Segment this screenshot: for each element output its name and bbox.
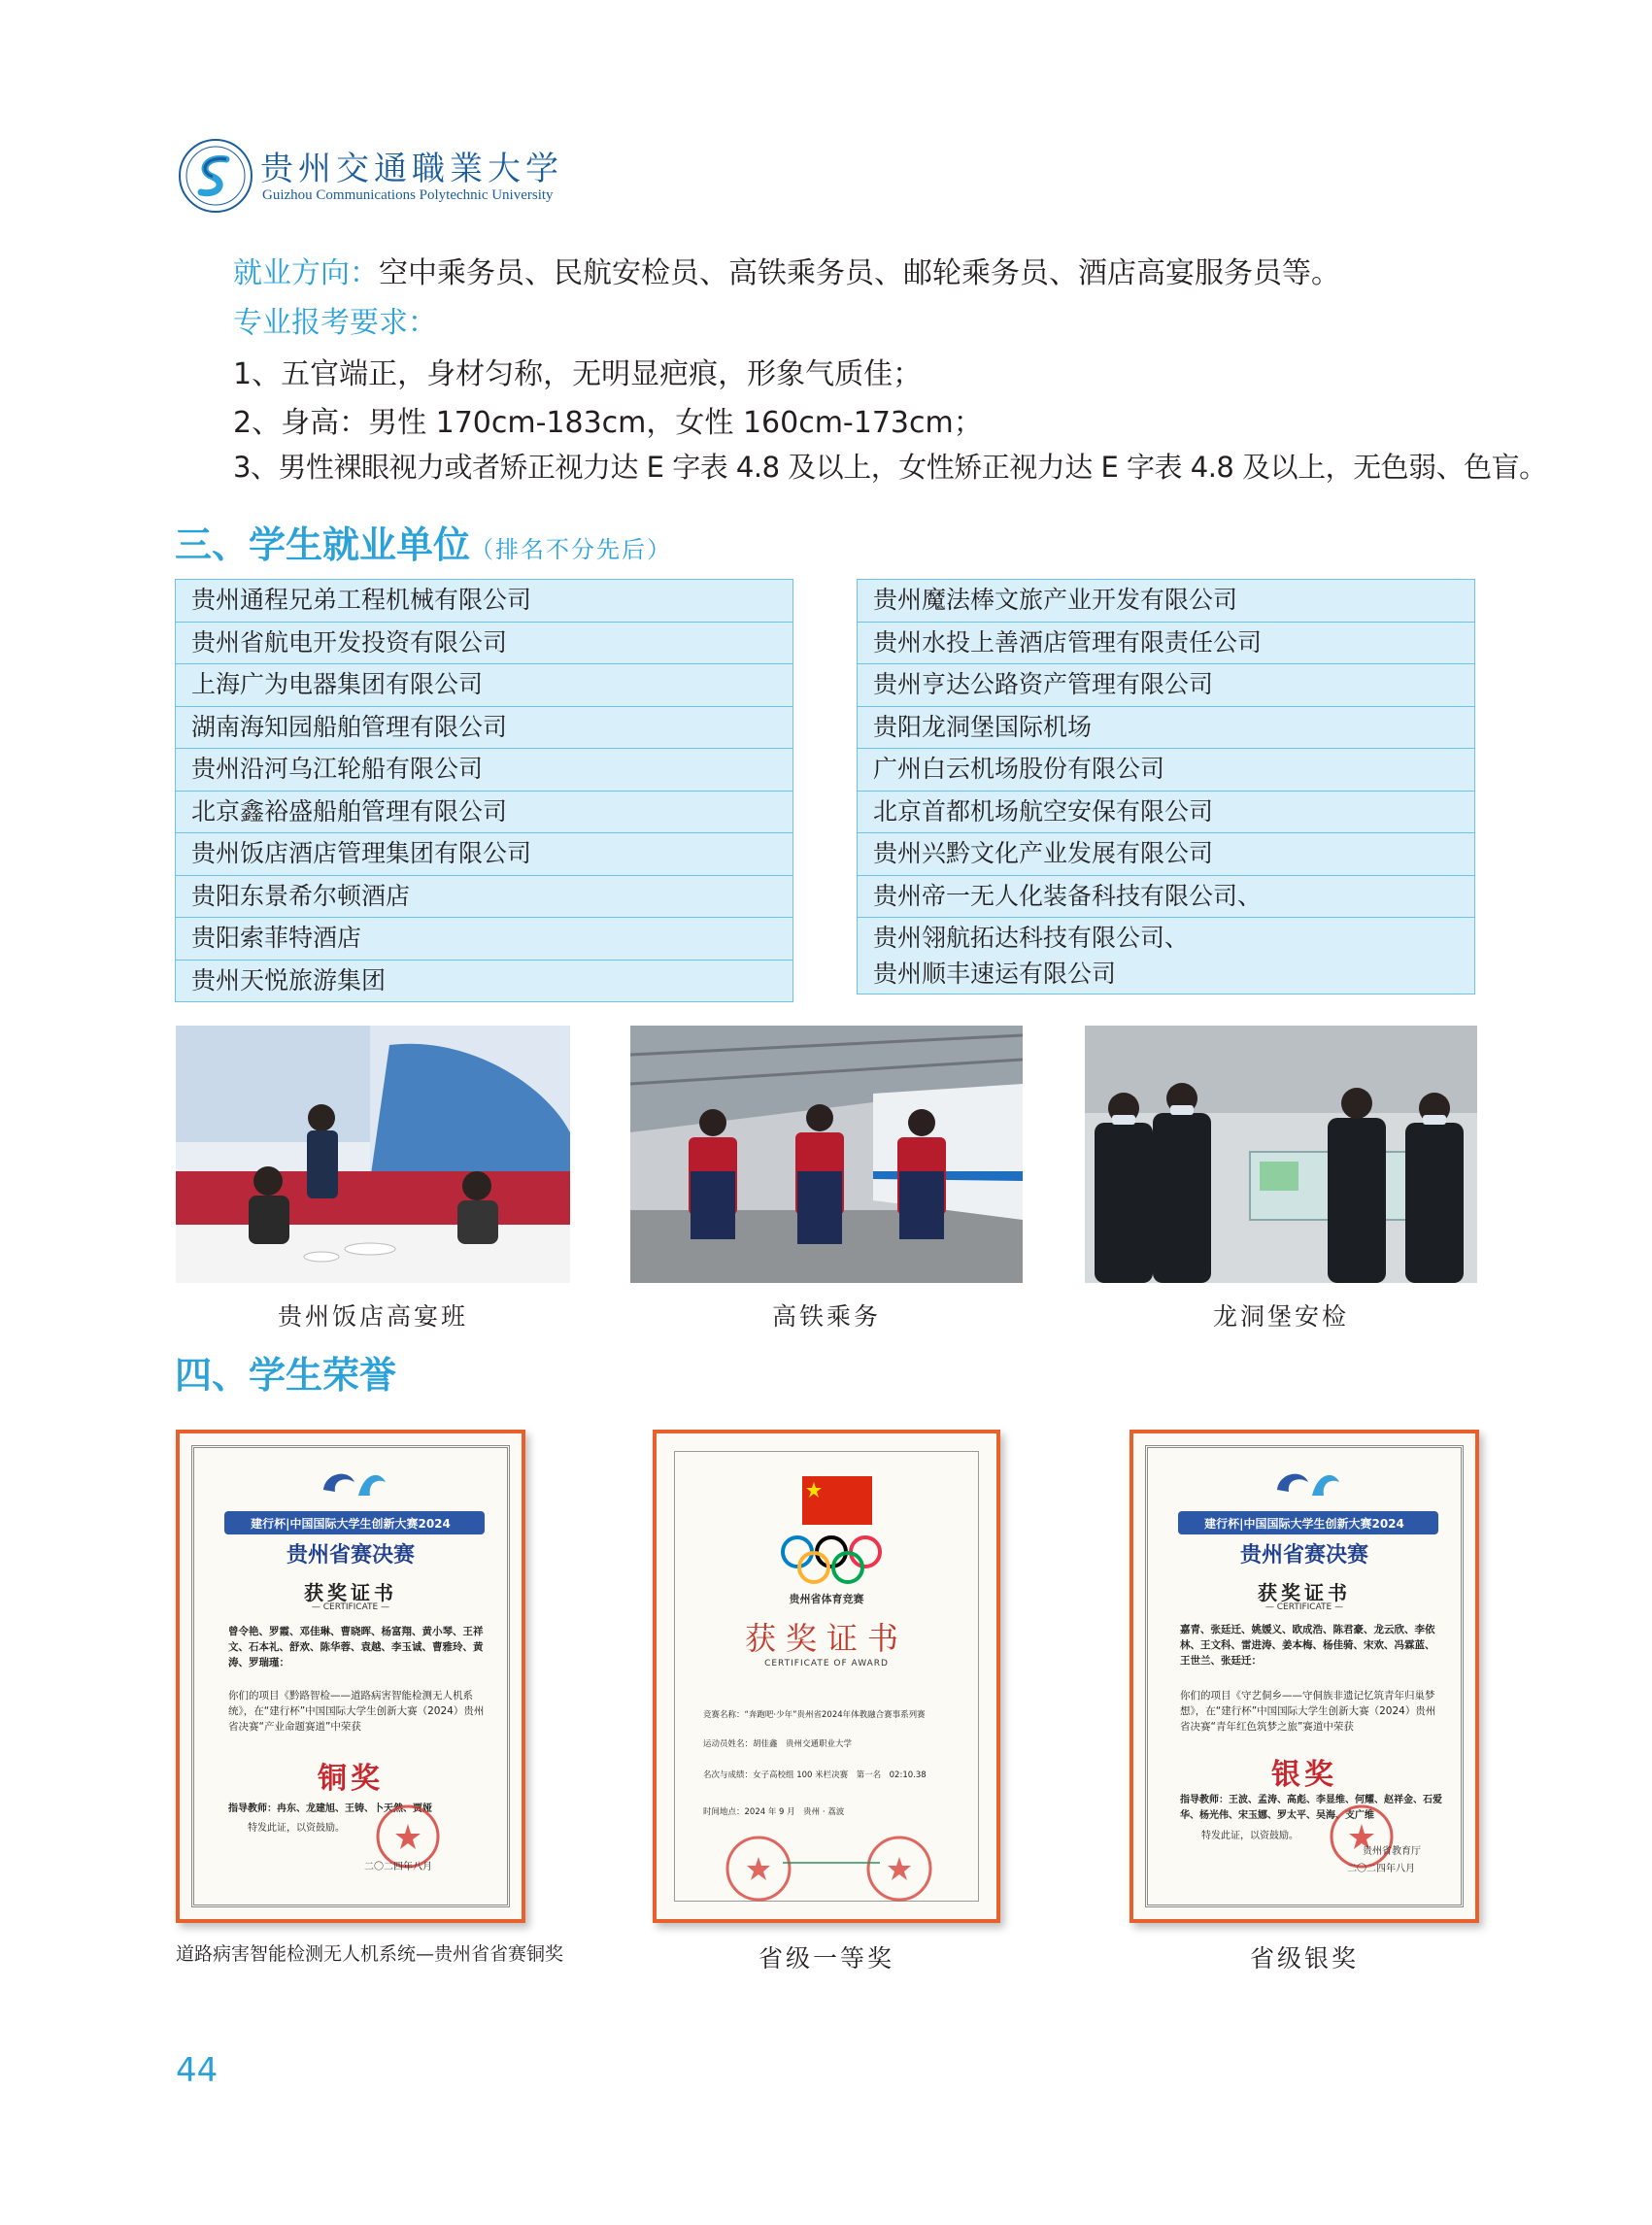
photo-caption: 高铁乘务 <box>771 1302 881 1331</box>
company-row: 贵州天悦旅游集团 <box>175 961 793 1003</box>
olympic-rings-icon <box>778 1534 885 1585</box>
certificate-silver <box>1129 1430 1479 1923</box>
certificate-row <box>703 1806 965 1818</box>
company-row: 贵州通程兄弟工程机械有限公司 <box>175 580 793 623</box>
company-row: 贵州亨达公路资产管理有限公司 <box>857 664 1475 707</box>
requirement-item: 3、男性裸眼视力或者矫正视力达 E 字表 4.8 及以上，女性矫正视力达 E 字表 4.8 及以上，无色弱、色盲。 <box>233 451 1547 484</box>
section-3-note: （排名不分先后） <box>470 536 673 563</box>
requirements-label: 专业报考要求： <box>233 306 437 340</box>
company-row: 贵州兴黔文化产业发展有限公司 <box>857 833 1475 876</box>
company-row: 北京鑫裕盛船舶管理有限公司 <box>175 792 793 834</box>
employment-text: 空中乘务员、民航安检员、高铁乘务员、邮轮乘务员、酒店高宴服务员等。 <box>379 256 1340 290</box>
employment-label: 就业方向： <box>233 256 379 290</box>
company-line: 贵州翎航拓达科技有限公司、 <box>873 924 1190 952</box>
certificate-banner: 建行杯|中国国际大学生创新大赛2024 <box>251 1517 451 1531</box>
company-row: 贵州魔法棒文旅产业开发有限公司 <box>857 580 1475 623</box>
certificate-title-en: CERTIFICATE OF AWARD <box>764 1659 889 1669</box>
requirement-item: 1、五官端正，身材匀称，无明显疤痕，形象气质佳； <box>233 357 923 391</box>
school-logo-icon <box>178 138 253 214</box>
certificate-banner: 建行杯|中国国际大学生创新大赛2024 <box>1204 1517 1404 1531</box>
company-table-right <box>857 579 1475 995</box>
certificate-teachers: 指导教师：王波、孟涛、高彪、李显维、何耀、赵祥金、石爱华、杨光伟、宋玉娜、罗太平、吴海、支广维 <box>1180 1795 1442 1821</box>
company-row: 贵阳索菲特酒店 <box>175 918 793 961</box>
company-row: 广州白云机场股份有限公司 <box>857 749 1475 792</box>
certificate-title: 获奖证书 <box>304 1581 397 1604</box>
certificate-bronze <box>176 1430 525 1923</box>
certificate-org: 贵州省体育竞赛 <box>789 1593 864 1605</box>
school-name-en: Guizhou Communications Polytechnic University <box>262 187 554 203</box>
company-row-double <box>857 918 1475 995</box>
certificate-title: 获奖证书 <box>1258 1581 1351 1604</box>
certificate-teachers: 指导教师：冉东、龙建旭、王铸、卜天然、贾娅 <box>228 1804 432 1814</box>
certificate-closing: 特发此证，以资鼓励。 <box>1201 1831 1298 1841</box>
certificate-date: 二〇二四年八月 <box>1347 1864 1415 1874</box>
certificate-body: 你们的项目《黔路智检——道路病害智能检测无人机系统》，在“建行杯”中国国际大学生创新大赛（2024）贵州省决赛“产业命题赛道”中荣获 <box>228 1690 485 1733</box>
company-row: 贵州沿河乌江轮船有限公司 <box>175 749 793 792</box>
contest-logo-icon <box>316 1463 393 1501</box>
certificate-caption: 道路病害智能检测无人机系统—贵州省省赛铜奖 <box>176 1943 564 1965</box>
certificate-title-en: — CERTIFICATE — <box>1264 1602 1344 1612</box>
company-row: 贵州帝一无人化装备科技有限公司、 <box>857 876 1475 919</box>
certificate-row <box>703 1709 965 1721</box>
company-row: 贵州水投上善酒店管理有限责任公司 <box>857 623 1475 665</box>
official-seals-icon <box>715 1834 948 1904</box>
certificate-caption: 省级银奖 <box>1249 1944 1359 1972</box>
row-label: 竞赛名称： <box>703 1710 745 1720</box>
photo-caption: 龙洞堡安检 <box>1212 1302 1349 1331</box>
company-table-left <box>175 579 793 1002</box>
certificate-body: 你们的项目《守艺侗乡——守侗族非遗记忆筑青年归巢梦想》，在“建行杯”中国国际大学生创新大赛（2024）贵州省决赛“青年红色筑梦之旅”赛道中荣获 <box>1180 1690 1436 1733</box>
page-number: 44 <box>176 2051 219 2090</box>
certificate-row <box>703 1770 965 1781</box>
employment-direction <box>233 249 1340 291</box>
high-speed-rail-photo <box>630 1026 1023 1283</box>
certificate-title: 获奖证书 <box>744 1620 908 1657</box>
certificate-date: 二〇二四年八月 <box>364 1862 432 1872</box>
china-flag-icon <box>802 1476 872 1525</box>
company-row: 贵州省航电开发投资有限公司 <box>175 623 793 665</box>
section-3-heading <box>175 515 672 568</box>
company-line: 贵州顺丰速运有限公司 <box>873 960 1117 988</box>
certificate-closing: 特发此证，以资鼓励。 <box>248 1823 345 1834</box>
company-row: 上海广为电器集团有限公司 <box>175 664 793 707</box>
row-label: 时间地点： <box>703 1807 745 1817</box>
company-row: 北京首都机场航空安保有限公司 <box>857 792 1475 834</box>
section-3-title: 三、学生就业单位 <box>175 523 471 566</box>
row-value: 胡佳鑫 贵州交通职业大学 <box>753 1739 853 1749</box>
certificate-issuer: 贵州省教育厅 <box>1363 1846 1421 1857</box>
row-label: 名次与成绩： <box>703 1770 754 1780</box>
contest-logo-icon <box>1269 1463 1347 1501</box>
certificate-award: 铜奖 <box>318 1762 384 1796</box>
row-value: 2024 年 9 月 贵州 · 荔波 <box>744 1807 845 1817</box>
certificate-subtitle: 贵州省赛决赛 <box>1239 1543 1368 1568</box>
certificate-names: 曾令艳、罗霞、邓佳琳、曹晓晖、杨富翔、黄小琴、王祥文、石本礼、舒欢、陈华蓉、袁越、李玉诚、曹雅玲、黄涛、罗瑞瑾： <box>228 1626 484 1669</box>
certificate-title-en: — CERTIFICATE — <box>311 1602 390 1612</box>
section-4-title: 四、学生荣誉 <box>175 1354 397 1397</box>
company-row: 贵州饭店酒店管理集团有限公司 <box>175 833 793 876</box>
airport-security-photo <box>1085 1026 1477 1283</box>
row-value: 女子高校组 100 米栏决赛 第一名 02:10.38 <box>753 1770 927 1780</box>
certificate-first-prize <box>653 1430 1000 1923</box>
company-row: 贵阳东景希尔顿酒店 <box>175 876 793 919</box>
certificate-names: 嘉青、张廷迁、姚媛义、欧成浩、陈君豪、龙云欣、李依林、王文科、雷进涛、姜本梅、杨佳骑、宋欢、冯霖蓝、王世兰、张廷迁： <box>1180 1624 1435 1667</box>
company-row: 贵阳龙洞堡国际机场 <box>857 707 1475 750</box>
hotel-banquet-photo <box>176 1026 570 1283</box>
certificate-award: 银奖 <box>1271 1758 1337 1792</box>
row-value: “奔跑吧·少年”贵州省2024年体教融合赛事系列赛 <box>744 1710 926 1720</box>
photo-caption: 贵州饭店高宴班 <box>277 1302 468 1331</box>
certificate-row <box>703 1738 965 1750</box>
row-label: 运动员姓名： <box>703 1739 754 1749</box>
school-name-cn: 贵州交通職業大学 <box>260 150 563 188</box>
requirement-item: 2、身高：男性 170cm-183cm，女性 160cm-173cm； <box>233 406 983 440</box>
certificate-caption: 省级一等奖 <box>758 1944 894 1972</box>
company-row: 湖南海知园船舶管理有限公司 <box>175 707 793 750</box>
certificate-subtitle: 贵州省赛决赛 <box>286 1543 415 1568</box>
